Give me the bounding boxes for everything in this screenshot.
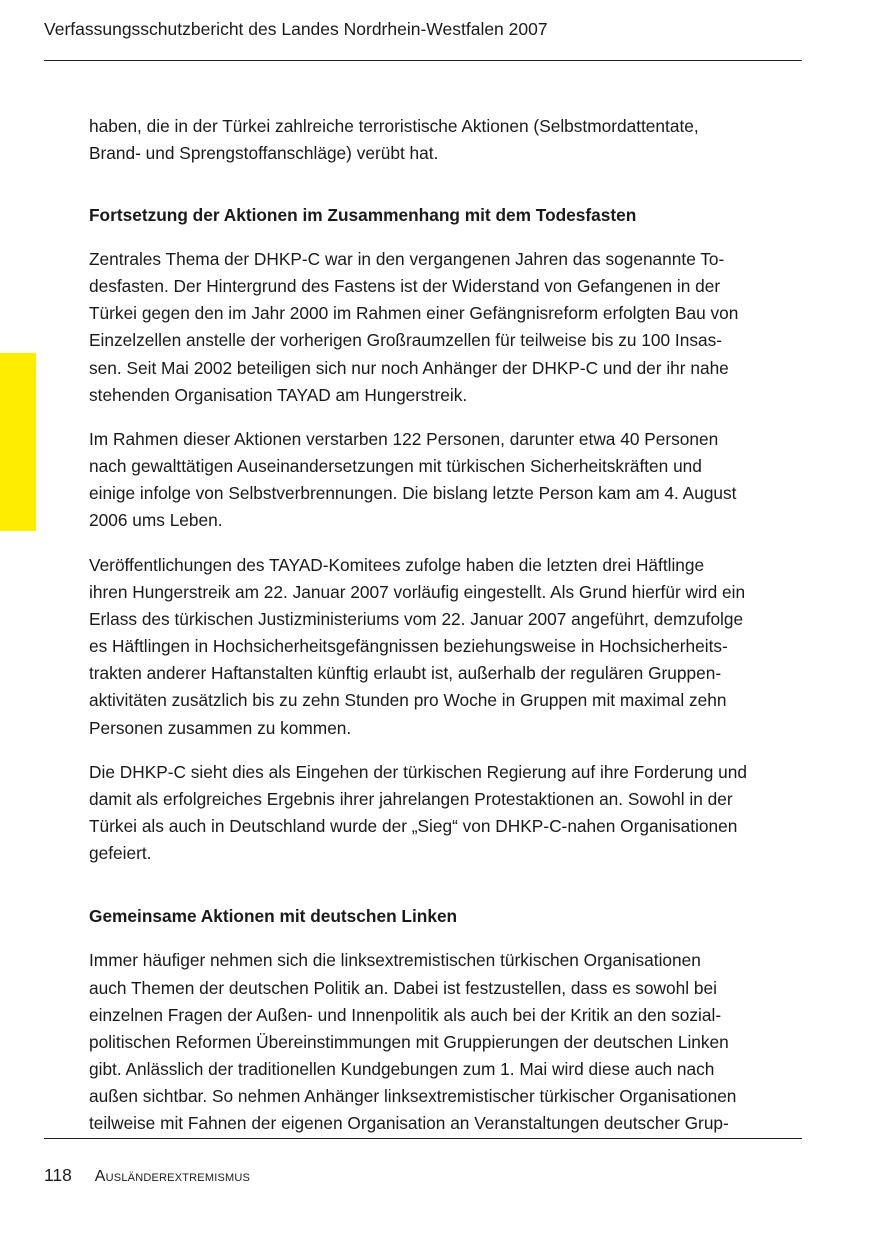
text-line: teilweise mit Fahnen der eigenen Organisation an Veranstaltungen deutscher Grup- (89, 1113, 729, 1133)
text-line: auch Themen der deutschen Politik an. Dabei ist festzustellen, dass es sowohl bei (89, 978, 717, 998)
text-line: 2006 ums Leben. (89, 510, 223, 530)
text-line: Personen zusammen zu kommen. (89, 718, 352, 738)
text-line: einzelnen Fragen der Außen- und Innenpolitik als auch bei der Kritik an den sozial- (89, 1005, 722, 1025)
text-line: Brand- und Sprengstoffanschläge) verübt hat. (89, 143, 439, 163)
text-line: desfasten. Der Hintergrund des Fastens ist der Widerstand von Gefangenen in der (89, 276, 721, 296)
text-line: Erlass des türkischen Justizministeriums vom 22. Januar 2007 angeführt, demzufolge (89, 609, 744, 629)
text-line: Türkei gegen den im Jahr 2000 im Rahmen einer Gefängnisreform erfolgten Bau von (89, 303, 739, 323)
running-header-title: Verfassungsschutzbericht des Landes Nordrhein-Westfalen 2007 (44, 19, 548, 39)
text-line: Türkei als auch in Deutschland wurde der „Sieg“ von DHKP-C-nahen Organisationen (89, 816, 738, 836)
text-line: damit als erfolgreiches Ergebnis ihrer jahrelangen Protestaktionen an. Sowohl in der (89, 789, 733, 809)
footer-section-name: Ausländerextremismus (94, 1168, 251, 1185)
text-line: Die DHKP-C sieht dies als Eingehen der türkischen Regierung auf ihre Forderung und (89, 762, 748, 782)
footer-divider (44, 1138, 802, 1139)
text-line: Immer häufiger nehmen sich die linksextremistischen türkischen Organisationen (89, 950, 701, 970)
text-line: Veröffentlichungen des TAYAD-Komitees zufolge haben die letzten drei Häftlinge (89, 555, 705, 575)
section-heading: Gemeinsame Aktionen mit deutschen Linken (89, 906, 458, 926)
text-line: stehenden Organisation TAYAD am Hungerstreik. (89, 385, 468, 405)
text-line: Zentrales Thema der DHKP-C war in den vergangenen Jahren das sogenannte To- (89, 249, 725, 269)
text-line: einige infolge von Selbstverbrennungen. Die bislang letzte Person kam am 4. August (89, 483, 737, 503)
section-heading: Fortsetzung der Aktionen im Zusammenhang mit dem Todesfasten (89, 205, 637, 225)
text-line: gibt. Anlässlich der traditionellen Kundgebungen zum 1. Mai wird diese auch nach (89, 1059, 715, 1079)
text-line: es Häftlingen in Hochsicherheitsgefängnissen beziehungsweise in Hochsicherheits- (89, 636, 728, 656)
text-line: Einzelzellen anstelle der vorherigen Großraumzellen für teilweise bis zu 100 Insas- (89, 330, 722, 350)
page-footer (44, 1163, 250, 1189)
text-line: nach gewalttätigen Auseinandersetzungen mit türkischen Sicherheitskräften und (89, 456, 702, 476)
text-line: trakten anderer Haftanstalten künftig erlaubt ist, außerhalb der regulären Gruppen- (89, 663, 722, 683)
text-line: aktivitäten zusätzlich bis zu zehn Stunden pro Woche in Gruppen mit maximal zehn (89, 690, 727, 710)
text-line: politischen Reformen Übereinstimmungen mit Gruppierungen der deutschen Linken (89, 1032, 729, 1052)
header-divider (44, 60, 802, 61)
text-line: Im Rahmen dieser Aktionen verstarben 122 Personen, darunter etwa 40 Personen (89, 429, 719, 449)
text-line: sen. Seit Mai 2002 beteiligen sich nur noch Anhänger der DHKP-C und der ihr nahe (89, 358, 729, 378)
page-number: 118 (44, 1165, 72, 1185)
text-line: gefeiert. (89, 843, 152, 863)
text-line: außen sichtbar. So nehmen Anhänger linksextremistischer türkischer Organisationen (89, 1086, 737, 1106)
text-line: haben, die in der Türkei zahlreiche terroristische Aktionen (Selbstmordattentate, (89, 116, 699, 136)
chapter-color-tab (0, 353, 36, 531)
text-line: ihren Hungerstreik am 22. Januar 2007 vorläufig eingestellt. Als Grund hierfür wird ein (89, 582, 746, 602)
